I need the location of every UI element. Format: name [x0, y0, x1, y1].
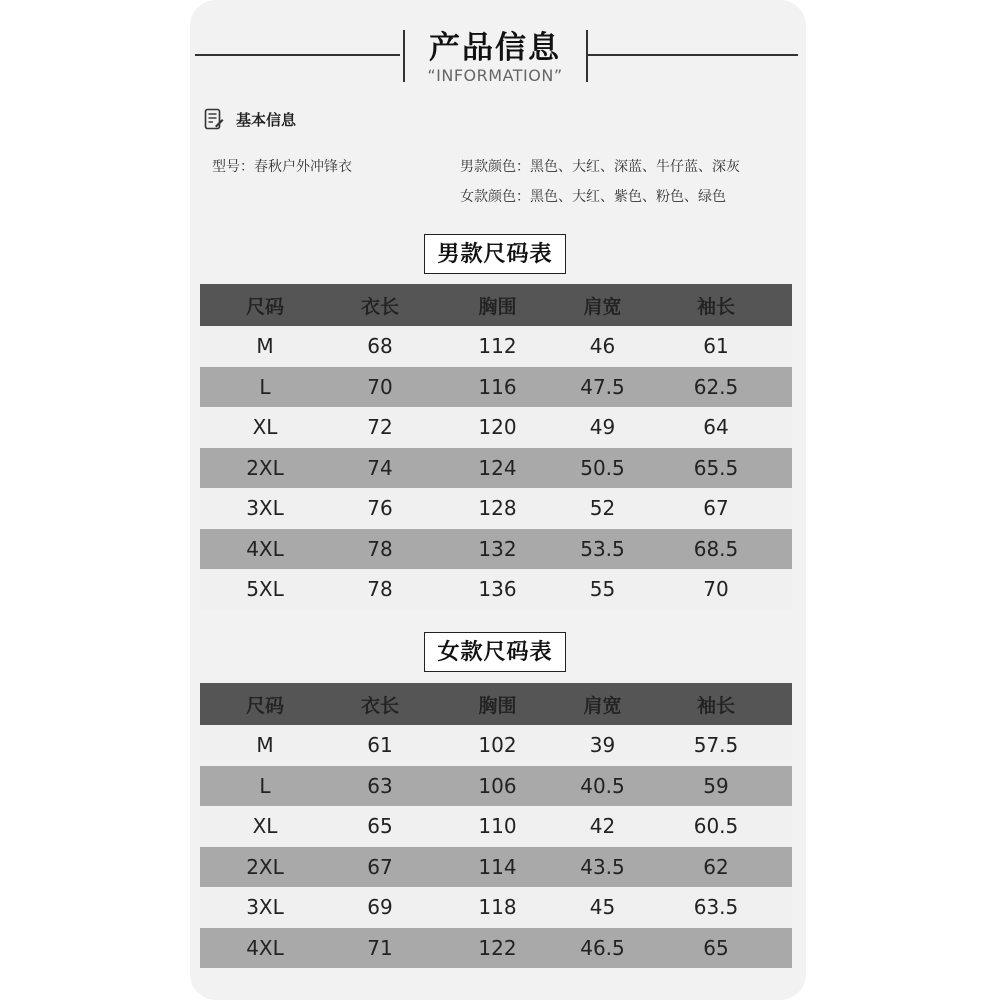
column-header: 袖长 [696, 694, 735, 717]
table-row [200, 766, 792, 807]
table-cell: 62.5 [693, 374, 739, 399]
table-cell: 78 [367, 577, 393, 602]
table-row [200, 407, 792, 448]
table-cell: 62 [703, 854, 729, 879]
table-cell: 3XL [246, 496, 284, 521]
table-row [200, 847, 792, 888]
basic-info-header [204, 108, 296, 130]
table-cell: 4XL [246, 935, 284, 960]
table-cell: 70 [703, 577, 729, 602]
table-cell: 49 [589, 415, 616, 440]
men-size-table [200, 284, 792, 610]
table-cell: 53.5 [580, 536, 625, 561]
table-cell: 112 [478, 334, 517, 359]
table-cell: 128 [478, 496, 517, 521]
table-cell: 4XL [246, 536, 284, 561]
column-header: 胸围 [478, 295, 517, 318]
column-header: 肩宽 [583, 295, 622, 318]
table-cell: 2XL [246, 455, 284, 480]
table-row [200, 367, 792, 408]
table-header-row [200, 284, 792, 326]
table-cell: 110 [478, 814, 517, 839]
table-cell: 65 [703, 935, 729, 960]
column-header: 衣长 [360, 295, 399, 318]
table-cell: XL [252, 814, 278, 839]
column-header: 肩宽 [583, 694, 622, 717]
table-row [200, 448, 792, 489]
table-row [200, 488, 792, 529]
table-cell: 43.5 [580, 854, 625, 879]
table-cell: 65 [367, 814, 393, 839]
table-cell: 76 [367, 496, 393, 521]
men-colors-text: 男款颜色：黑色、大红、深蓝、牛仔蓝、深灰 [460, 159, 740, 175]
table-cell: L [259, 773, 271, 798]
table-cell: XL [252, 415, 278, 440]
table-cell: 5XL [246, 577, 284, 602]
column-header: 尺码 [245, 295, 284, 318]
table-cell: 61 [703, 334, 729, 359]
table-cell: 50.5 [580, 455, 625, 480]
header-divider-left [195, 54, 400, 56]
table-cell: 52 [589, 496, 616, 521]
model-text: 型号：春秋户外冲锋衣 [212, 159, 352, 175]
table-row [200, 326, 792, 367]
column-header: 衣长 [360, 694, 399, 717]
table-cell: 46 [589, 334, 616, 359]
table-cell: 60.5 [693, 814, 739, 839]
table-cell: 136 [478, 577, 517, 602]
table-row [200, 806, 792, 847]
table-cell: 74 [367, 455, 393, 480]
table-cell: 40.5 [580, 773, 625, 798]
table-cell: 72 [367, 415, 393, 440]
table-cell: 3XL [246, 895, 284, 920]
table-cell: 67 [703, 496, 729, 521]
table-cell: 46.5 [580, 935, 625, 960]
table-cell: L [259, 374, 271, 399]
table-cell: M [256, 334, 274, 359]
table-cell: 122 [478, 935, 517, 960]
table-cell: 78 [367, 536, 393, 561]
table-cell: 124 [478, 455, 517, 480]
table-cell: 69 [367, 895, 393, 920]
table-row [200, 529, 792, 570]
table-cell: 39 [589, 733, 616, 758]
table-row [200, 887, 792, 928]
table-cell: 71 [367, 935, 393, 960]
table-cell: 65.5 [693, 455, 739, 480]
women-colors-text: 女款颜色：黑色、大红、紫色、粉色、绿色 [460, 189, 726, 205]
document-edit-icon [204, 108, 224, 130]
table-cell: 106 [478, 773, 517, 798]
men-size-chart-title: 男款尺码表 [424, 234, 566, 274]
women-size-chart-title: 女款尺码表 [424, 632, 566, 672]
table-cell: 61 [367, 733, 393, 758]
basic-info-title: 基本信息 [236, 110, 297, 129]
table-cell: M [256, 733, 274, 758]
header-bracket-right [586, 30, 588, 82]
table-cell: 42 [589, 814, 616, 839]
table-row [200, 725, 792, 766]
table-cell: 57.5 [693, 733, 739, 758]
column-header: 胸围 [478, 694, 517, 717]
table-cell: 59 [703, 773, 729, 798]
women-size-table [200, 683, 792, 968]
table-cell: 70 [367, 374, 393, 399]
table-row [200, 569, 792, 610]
column-header: 袖长 [696, 295, 735, 318]
table-cell: 45 [589, 895, 616, 920]
table-row [200, 928, 792, 969]
table-cell: 63.5 [693, 895, 739, 920]
header-divider-right [588, 54, 798, 56]
table-cell: 47.5 [580, 374, 625, 399]
table-cell: 68.5 [693, 536, 739, 561]
table-cell: 114 [478, 854, 517, 879]
page-subtitle: “INFORMATION” [427, 66, 563, 85]
table-header-row [200, 683, 792, 725]
table-cell: 2XL [246, 854, 284, 879]
table-cell: 67 [367, 854, 393, 879]
table-cell: 68 [367, 334, 393, 359]
table-cell: 63 [367, 773, 393, 798]
table-cell: 118 [478, 895, 517, 920]
table-cell: 120 [478, 415, 517, 440]
table-cell: 116 [478, 374, 517, 399]
table-cell: 102 [478, 733, 517, 758]
page-title: 产品信息 [429, 30, 561, 66]
column-header: 尺码 [245, 694, 284, 717]
table-cell: 132 [478, 536, 517, 561]
table-cell: 55 [589, 577, 616, 602]
table-cell: 64 [703, 415, 729, 440]
